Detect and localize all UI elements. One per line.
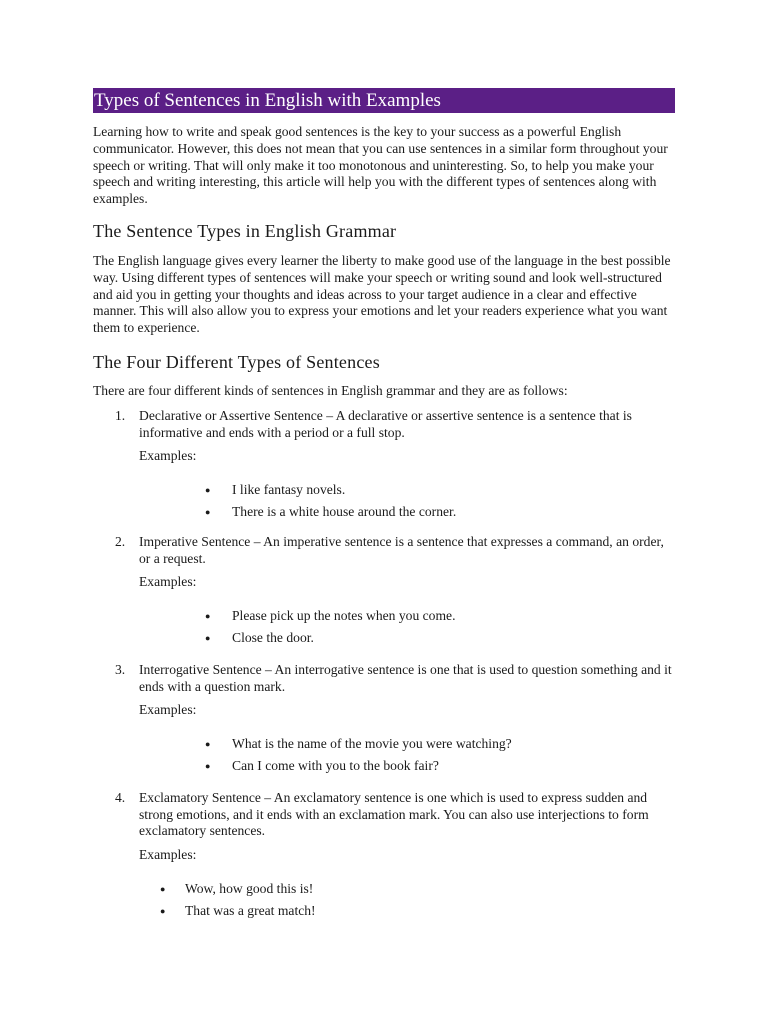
example-item xyxy=(139,630,675,647)
example-item xyxy=(139,482,675,499)
example-text: Please pick up the notes when you come. xyxy=(232,608,456,624)
example-item xyxy=(139,758,675,775)
bullet-icon: ● xyxy=(205,506,211,517)
list-number: 3. xyxy=(115,661,126,677)
examples-label: Examples: xyxy=(139,574,197,590)
list-item-declarative xyxy=(93,408,675,521)
bullet-icon: ● xyxy=(160,905,166,916)
examples-label: Examples: xyxy=(139,702,197,718)
intro-paragraph: Learning how to write and speak good sentences is the key to your success as a powerful English communicator. However, this does not mean that you can use sentences in a similar form throughout your speech or writing. That will only make it too monotonous and uninteresting. So, to help you make your speech and writing interesting, this article will help you with the different types of sentences along with examples. xyxy=(93,124,668,207)
example-text: I like fantasy novels. xyxy=(232,482,346,498)
bullet-icon: ● xyxy=(205,485,211,496)
section-paragraph-four-types: There are four different kinds of sentences in English grammar and they are as follows: xyxy=(93,382,568,398)
example-item xyxy=(139,608,675,625)
list-number: 4. xyxy=(115,789,126,805)
bullet-icon: ● xyxy=(205,739,211,750)
examples-list xyxy=(139,736,675,775)
list-number: 1. xyxy=(115,407,126,423)
example-text: Close the door. xyxy=(232,629,314,645)
bullet-icon: ● xyxy=(205,611,211,622)
example-item xyxy=(139,903,675,920)
list-item-text: Interrogative Sentence – An interrogative sentence is one that is used to question something and it ends with a question mark. xyxy=(139,661,672,694)
bullet-icon: ● xyxy=(160,883,166,894)
document-title: Types of Sentences in English with Examples xyxy=(93,88,675,113)
list-item-text: Declarative or Assertive Sentence – A declarative or assertive sentence is a sentence that is informative and ends with a period or a full stop. xyxy=(139,407,632,440)
list-number: 2. xyxy=(115,533,126,549)
list-item-text: Exclamatory Sentence – An exclamatory sentence is one which is used to express sudden and strong emotions, and it ends with an exclamation mark. You can also use interjections to form exclamatory sentences. xyxy=(139,789,649,839)
examples-list xyxy=(139,482,675,521)
section-paragraph-sentence-types: The English language gives every learner the liberty to make good use of the language in the best possible way. Using different types of sentences will make your speech or writing sound and look well-structured and aid you in getting your thoughts and ideas across to your target audience in a clear and effective manner. This will also allow you to express your emotions and let your readers experience what you want them to experience. xyxy=(93,252,671,336)
document-page xyxy=(93,88,675,925)
section-heading-sentence-types: The Sentence Types in English Grammar xyxy=(93,220,397,241)
example-text: That was a great match! xyxy=(185,902,316,918)
section-heading-four-types: The Four Different Types of Sentences xyxy=(93,351,380,372)
list-item-imperative xyxy=(93,534,675,647)
example-text: There is a white house around the corner. xyxy=(232,503,457,519)
example-item xyxy=(139,736,675,753)
sentence-types-list xyxy=(93,408,675,920)
list-item-interrogative xyxy=(93,662,675,775)
examples-label: Examples: xyxy=(139,448,197,464)
list-item-exclamatory xyxy=(93,790,675,920)
example-item xyxy=(139,881,675,898)
bullet-icon: ● xyxy=(205,632,211,643)
examples-list xyxy=(139,881,675,920)
bullet-icon: ● xyxy=(205,760,211,771)
list-item-text: Imperative Sentence – An imperative sentence is a sentence that expresses a command, an order, or a request. xyxy=(139,533,664,566)
example-text: What is the name of the movie you were watching? xyxy=(232,736,512,752)
example-item xyxy=(139,504,675,521)
examples-list xyxy=(139,608,675,647)
example-text: Can I come with you to the book fair? xyxy=(232,757,439,773)
examples-label: Examples: xyxy=(139,847,197,863)
example-text: Wow, how good this is! xyxy=(185,880,314,896)
